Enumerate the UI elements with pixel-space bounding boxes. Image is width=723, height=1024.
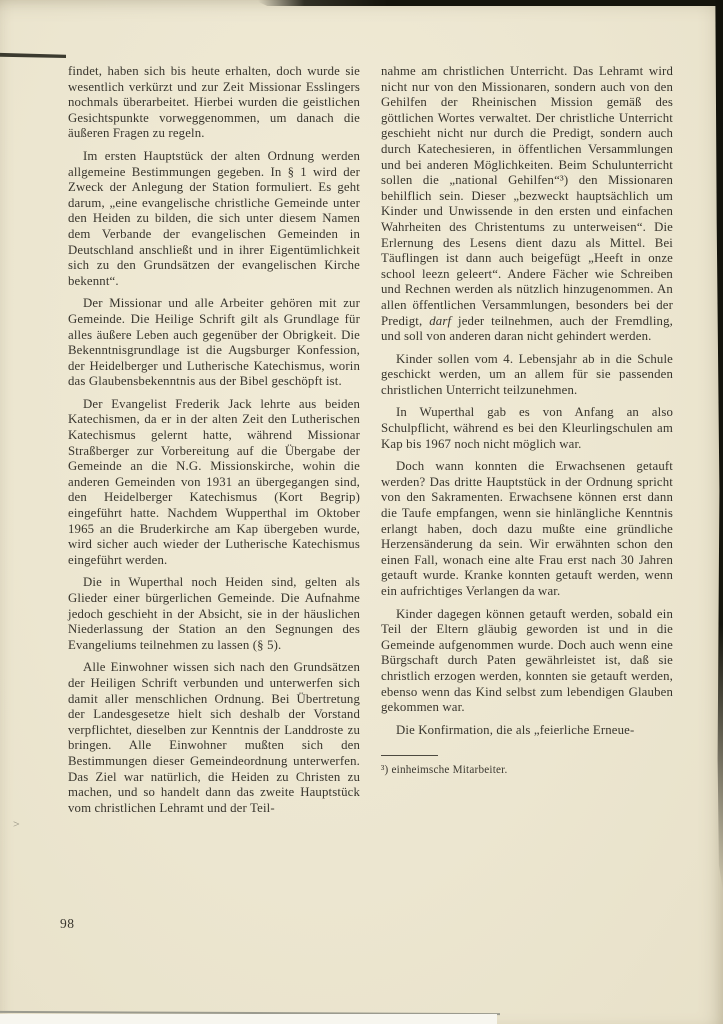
scan-torn-edge-top-left — [0, 52, 66, 58]
paragraph: Im ersten Hauptstück der alten Ordnung werden allgemeine Bestimmungen gegeben. In § 1 wird der Zweck der Anlegung der Station formuliert. Es geht darum, „eine evangelische christliche Gemeinde unter den Heiden zu bilden, die sich unter diesem Namen dem Verbande der evangelischen Gemeinden in Deutschland anschließt und in ihrer Eigentümlichkeit sich zu den Grundsätzen der evangelischen Kirche bekennt“. — [68, 148, 360, 288]
scan-torn-edge-top — [258, 0, 723, 6]
paragraph: Alle Einwohner wissen sich nach den Grundsätzen der Heiligen Schrift verbunden und unterwerfen sich damit aller menschlichen Ordnung. Bei Übertretung der Landesgesetze hielt sich deshalb der Vorstand verpflichtet, dieselben zur Kenntnis der Landdroste zu bringen. Alle Einwohner mußten sich den Bestimmungen dieser Gemeindeordnung unterwerfen. Das Ziel war natürlich, die Heiden zu Christen zu machen, und so handelt dann das zweite Hauptstück vom christlichen Lehramt und der Teil- — [68, 660, 360, 815]
paragraph: Doch wann konnten die Erwachsenen getauft werden? Das dritte Hauptstück in der Ordnung spricht von den Sakramenten. Erwachsene können erst dann die Taufe empfangen, wenn sie hinlängliche Kenntnis erlangt haben, doch dazu mußte eine gründliche Herzensänderung da sein. Wir erwähnten schon den einen Fall, wonach eine alte Frau erst nach 30 Jahren getauft wurde. Kranke konnten getauft werden, wenn ein aufrichtiges Verlangen da war. — [381, 459, 673, 598]
paragraph: Der Evangelist Frederik Jack lehrte aus beiden Katechismen, da er in der alten Zeit den Lutherischen Katechismus gelernt hatte, während Missionar Straßberger zur Vorbereitung auf die Übergabe der Gemeinde an die N.G. Missionskirche, wohin die anderen Gemeinden von 1931 an übergegangen sind, den Heidelberger Katechismus (Kort Begrip) eingeführt hatte. Nachdem Wupperthal im Oktober 1965 an die Bruderkirche am Kap übergeben wurde, wird sicher auch wieder der Lutherische Katechismus eingeführt werden. — [68, 396, 360, 567]
left-column — [68, 64, 360, 823]
emphasized-word: darf — [429, 313, 452, 328]
two-column-text-block — [68, 64, 673, 823]
right-column — [381, 64, 673, 823]
paragraph: findet, haben sich bis heute erhalten, doch wurde sie wesentlich verkürzt und zur Zeit Missionar Esslingers nochmals überarbeitet. Hierbei wurden die geistlichen Gesichtspunkte vorweggenommen, um danach die äußeren Fragen zu regeln. — [68, 64, 360, 141]
paragraph: In Wuperthal gab es von Anfang an also Schulpflicht, während es bei den Kleurlingschulen am Kap bis 1967 noch nicht möglich war. — [381, 405, 673, 451]
paragraph: Die in Wuperthal noch Heiden sind, gelten als Glieder einer bürgerlichen Gemeinde. Die Aufnahme jedoch geschieht in der Absicht, sie in der häuslichen Niederlassung der Station an den Segnungen des Evangeliums teilnehmen zu lassen (§ 5). — [68, 575, 360, 652]
margin-annotation-mark: > — [13, 818, 20, 831]
paragraph: Kinder sollen vom 4. Lebensjahr ab in die Schule geschickt werden, um an allem für sie passenden christlichen Unterricht teilzunehmen. — [381, 351, 673, 397]
footnote-text: ³) einheimsche Mitarbeiter. — [381, 764, 508, 777]
scan-edge-bottom-margin — [0, 1014, 497, 1024]
paragraph: Der Missionar und alle Arbeiter gehören mit zur Gemeinde. Die Heilige Schrift gilt als Grundlage für alles äußere Leben auch gegenüber der Obrigkeit. Die Bekenntnisgrundlage ist die Augsburger Konfession, der Heidelberger und Lutherische Katechismus, worin das Glaubensbekenntnis aus der Bibel geschöpft ist. — [68, 296, 360, 389]
paragraph — [381, 64, 673, 345]
footnote-separator-rule — [381, 755, 438, 756]
paragraph: Kinder dagegen können getauft werden, sobald ein Teil der Eltern gläubig geworden ist und in die Gemeinde aufgenommen wurde. Doch auch wenn eine Bürgschaft durch Paten gewährleistet ist, daß sie christlich erzogen werden, konnten sie getauft werden, ebenso wenn das Kind selbst zum lebendigen Glauben gekommen war. — [381, 606, 673, 715]
paragraph-text: nahme am christlichen Unterricht. Das Lehramt wird nicht nur von den Missionaren, sondern auch von den Gehilfen der Rheinischen Mission gemäß des göttlichen Wortes verwaltet. Der christliche Unterricht geschieht nicht nur durch die Predigt, sondern auch durch Katechesieren, in öffentlichen Versammlungen und bei anderen Möglichkeiten. Beim Schulunterricht sollen die „national Gehilfen“³) den Missionaren behilflich sein. Dieser „bezweckt hauptsächlich um Kinder und Unwissende in den ersten und einfachen Wahrheiten des Christentums zu unterweisen“. Die Erlernung des Lesens dient dazu als Mittel. Bei Täuflingen ist dann auch beigefügt „Heeft in onze school leezn geleert“. Andere Fächer wie Schreiben und Rechnen werden als nützlich hinzugenommen. An allen öffentlichen Versammlungen, besonders bei der Predigt, — [381, 64, 673, 328]
page-number: 98 — [60, 916, 75, 931]
scan-torn-edge-right — [714, 0, 723, 892]
paragraph: Die Konfirmation, die als „feierliche Erneue- — [396, 722, 635, 737]
footnote-block — [381, 755, 673, 776]
paragraph-text: jeder teilnehmen, auch der Fremdling, und soll von anderen daran nicht gehindert werden. — [381, 313, 673, 344]
